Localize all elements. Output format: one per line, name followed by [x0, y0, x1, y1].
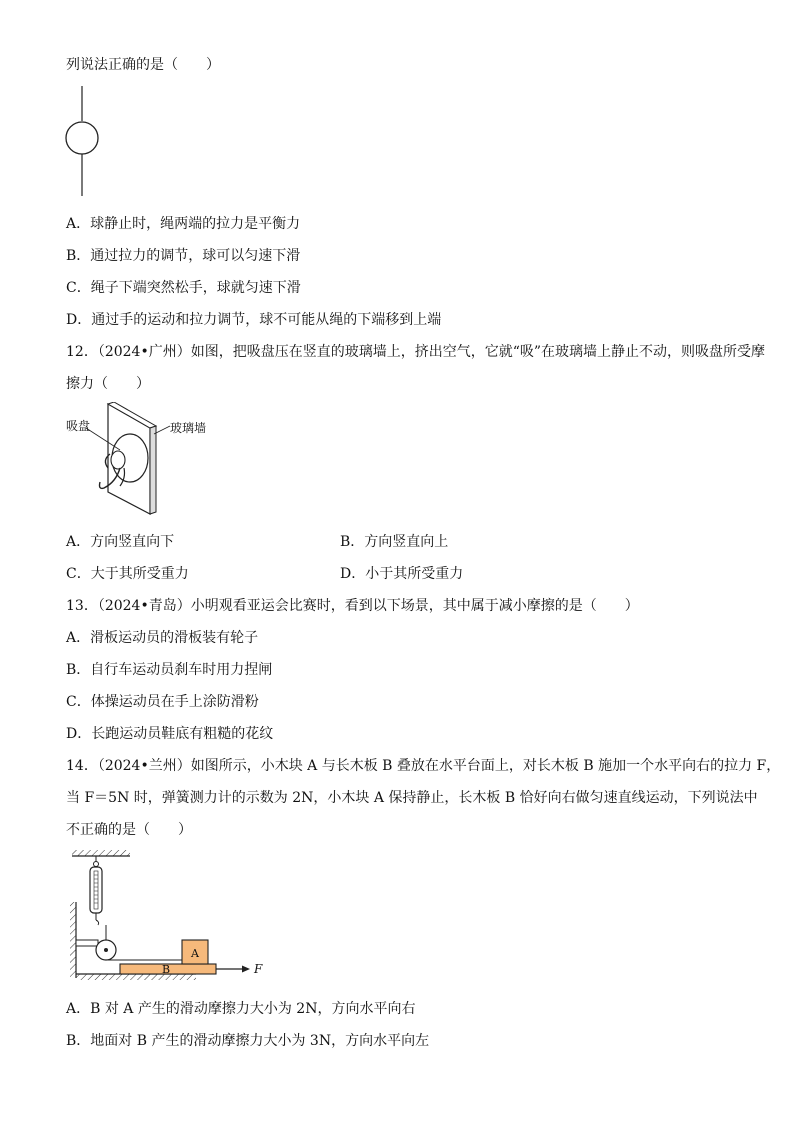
- q14-label-block-a: A: [191, 947, 199, 960]
- q11-stem-tail: 列说法正确的是（ ）: [66, 57, 220, 73]
- q12-option-a: A．方向竖直向下: [66, 534, 175, 550]
- q12-label-suction-cup: 吸盘: [66, 419, 91, 433]
- q14-stem-line3: 不正确的是（ ）: [66, 822, 192, 838]
- q11-figure-ball-on-rope: [60, 86, 110, 198]
- q12-stem-line2: 擦力（ ）: [66, 376, 150, 392]
- q11-option-c: C．绳子下端突然松手，球就匀速下滑: [66, 280, 301, 296]
- q12-option-b: B．方向竖直向上: [340, 534, 449, 550]
- q12-option-d: D．小于其所受重力: [340, 566, 464, 582]
- q13-option-c: C．体操运动员在手上涂防滑粉: [66, 694, 259, 710]
- q13-stem: 13．（2024•青岛）小明观看亚运会比赛时，看到以下场景，其中属于减小摩擦的是（ ）: [66, 598, 639, 614]
- q11-option-a: A．球静止时，绳两端的拉力是平衡力: [66, 216, 301, 232]
- q13-option-a: A．滑板运动员的滑板装有轮子: [66, 630, 259, 646]
- q14-label-board-b: B: [162, 963, 171, 976]
- q11-option-d: D．通过手的运动和拉力调节，球不可能从绳的下端移到上端: [66, 312, 442, 328]
- q14-stem-line2: 当 F＝5N 时，弹簧测力计的示数为 2N，小木块 A 保持静止，长木板 B 恰好向右做匀速直线运动，下列说法中: [66, 790, 758, 806]
- q14-label-force-f: F: [254, 962, 263, 976]
- q12-figure-suction-cup: [62, 402, 222, 520]
- q12-option-c: C．大于其所受重力: [66, 566, 189, 582]
- q14-option-b: B．地面对 B 产生的滑动摩擦力大小为 3N，方向水平向左: [66, 1033, 430, 1049]
- q14-stem-line1: 14．（2024•兰州）如图所示，小木块 A 与长木板 B 叠放在水平台面上，对长木板 B 施加一个水平向右的拉力 F，: [66, 758, 781, 774]
- q14-option-a: A．B 对 A 产生的滑动摩擦力大小为 2N，方向水平向右: [66, 1001, 416, 1017]
- q14-figure-spring-scale-setup: [66, 846, 276, 984]
- q12-label-glass-wall: 玻璃墙: [170, 421, 207, 435]
- q11-option-b: B．通过拉力的调节，球可以匀速下滑: [66, 248, 301, 264]
- q13-option-d: D．长跑运动员鞋底有粗糙的花纹: [66, 726, 274, 742]
- q12-stem-line1: 12．（2024•广州）如图，把吸盘压在竖直的玻璃墙上，挤出空气，它就“吸”在玻璃墙上静止不动，则吸盘所受摩: [66, 344, 766, 360]
- q13-option-b: B．自行车运动员刹车时用力捏闸: [66, 662, 273, 678]
